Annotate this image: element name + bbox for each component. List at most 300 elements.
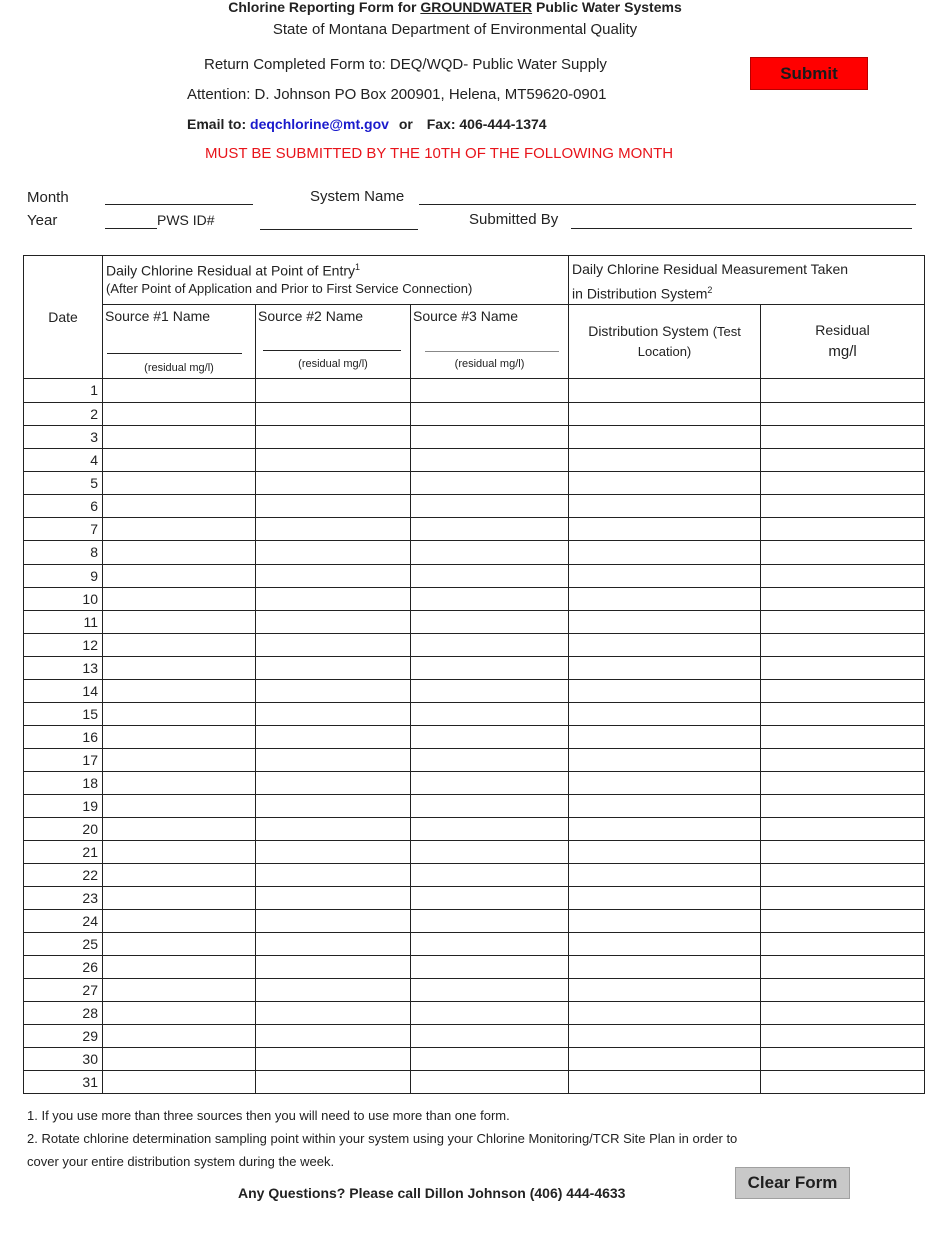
dist-test-location-cell bbox=[569, 517, 761, 540]
source-3-residual-cell bbox=[411, 725, 569, 748]
dist-residual-input[interactable] bbox=[761, 730, 924, 745]
source-1-residual-input[interactable] bbox=[103, 845, 255, 860]
dist-test-location-input[interactable] bbox=[569, 638, 760, 653]
dist-test-location-input[interactable] bbox=[569, 776, 760, 791]
source-3-residual-input[interactable] bbox=[411, 960, 568, 975]
dist-residual-input[interactable] bbox=[761, 407, 924, 422]
source-2-residual-input[interactable] bbox=[256, 615, 410, 630]
dist-residual-input[interactable] bbox=[761, 592, 924, 607]
source-1-residual-input[interactable] bbox=[103, 684, 255, 699]
day-number: 13 bbox=[24, 656, 103, 679]
source-2-residual-input[interactable] bbox=[256, 383, 410, 398]
source-2-residual-input[interactable] bbox=[256, 730, 410, 745]
dist-test-location-cell bbox=[569, 909, 761, 932]
source-3-residual-input[interactable] bbox=[411, 1075, 568, 1090]
dist-test-location-input[interactable] bbox=[569, 383, 760, 398]
source-3-residual-cell bbox=[411, 978, 569, 1001]
source-3-residual-cell bbox=[411, 471, 569, 494]
day-number: 30 bbox=[24, 1047, 103, 1070]
source-1-header: Source #1 Name (residual mg/l) bbox=[103, 304, 256, 378]
dist-residual-input[interactable] bbox=[761, 707, 924, 722]
source-2-residual-input[interactable] bbox=[256, 776, 410, 791]
dist-residual-input[interactable] bbox=[761, 822, 924, 837]
dist-test-location-input[interactable] bbox=[569, 983, 760, 998]
source-1-residual-input[interactable] bbox=[103, 937, 255, 952]
table-row bbox=[24, 978, 925, 1001]
source-3-residual-input[interactable] bbox=[411, 753, 568, 768]
dist-residual-input[interactable] bbox=[761, 753, 924, 768]
source-3-residual-input[interactable] bbox=[411, 730, 568, 745]
source-3-residual-input[interactable] bbox=[411, 407, 568, 422]
year-field[interactable] bbox=[105, 211, 161, 227]
source-1-residual-input[interactable] bbox=[103, 545, 255, 560]
system-name-label: System Name bbox=[310, 188, 405, 205]
poe-header: Daily Chlorine Residual at Point of Entry bbox=[106, 262, 356, 279]
source-3-residual-input[interactable] bbox=[411, 1052, 568, 1067]
source-3-residual-input[interactable] bbox=[411, 914, 568, 929]
source-1-residual-input[interactable] bbox=[103, 383, 255, 398]
source-2-residual-input[interactable] bbox=[256, 822, 410, 837]
source-2-residual-input[interactable] bbox=[256, 453, 410, 468]
source-2-residual-cell bbox=[256, 425, 411, 448]
dist-test-location-input[interactable] bbox=[569, 499, 760, 514]
source-2-residual-input[interactable] bbox=[256, 407, 410, 422]
dist-residual-input[interactable] bbox=[761, 845, 924, 860]
source-3-residual-input[interactable] bbox=[411, 522, 568, 537]
source-1-residual-input[interactable] bbox=[103, 1029, 255, 1044]
dist-test-location-input[interactable] bbox=[569, 799, 760, 814]
source-1-residual-cell bbox=[103, 771, 256, 794]
dist-header-cell: Daily Chlorine Residual Measurement Taken in Distribution System$^2$ bbox=[569, 256, 925, 305]
dist-residual-input[interactable] bbox=[761, 937, 924, 952]
pws-id-field-line bbox=[260, 229, 418, 230]
source-1-residual-input[interactable] bbox=[103, 1006, 255, 1021]
submitted-by-field-line bbox=[571, 228, 912, 229]
day-number: 9 bbox=[24, 564, 103, 587]
source-3-residual-input[interactable] bbox=[411, 983, 568, 998]
dist-residual-input[interactable] bbox=[761, 383, 924, 398]
dist-residual-input[interactable] bbox=[761, 453, 924, 468]
source-2-residual-cell bbox=[256, 471, 411, 494]
dist-test-location-input[interactable] bbox=[569, 661, 760, 676]
groundwater-emphasis: GROUNDWATER bbox=[420, 0, 533, 15]
source-1-residual-input[interactable] bbox=[103, 707, 255, 722]
source-1-residual-input[interactable] bbox=[103, 730, 255, 745]
source-3-residual-input[interactable] bbox=[411, 684, 568, 699]
dist-residual-input[interactable] bbox=[761, 638, 924, 653]
dist-test-location-input[interactable] bbox=[569, 684, 760, 699]
dist-residual-cell bbox=[761, 794, 925, 817]
dist-residual-input[interactable] bbox=[761, 476, 924, 491]
dist-residual-input[interactable] bbox=[761, 661, 924, 676]
dist-residual-input[interactable] bbox=[761, 1075, 924, 1090]
source-1-residual-input[interactable] bbox=[103, 407, 255, 422]
source-1-residual-cell bbox=[103, 978, 256, 1001]
dist-test-location-input[interactable] bbox=[569, 1006, 760, 1021]
table-row bbox=[24, 886, 925, 909]
dist-test-location-input[interactable] bbox=[569, 960, 760, 975]
source-2-name-field[interactable] bbox=[263, 332, 403, 350]
source-2-residual-cell bbox=[256, 725, 411, 748]
source-1-residual-cell bbox=[103, 517, 256, 540]
source-3-residual-cell bbox=[411, 378, 569, 402]
dist-test-location-input[interactable] bbox=[569, 822, 760, 837]
dist-test-location-input[interactable] bbox=[569, 937, 760, 952]
table-row bbox=[24, 517, 925, 540]
source-3-residual-input[interactable] bbox=[411, 776, 568, 791]
dist-test-location-input[interactable] bbox=[569, 592, 760, 607]
source-1-residual-input[interactable] bbox=[103, 776, 255, 791]
dist-residual-cell bbox=[761, 610, 925, 633]
dist-test-location-cell bbox=[569, 587, 761, 610]
table-row bbox=[24, 932, 925, 955]
source-1-residual-input[interactable] bbox=[103, 799, 255, 814]
submit-button[interactable]: Submit bbox=[750, 57, 868, 90]
source-2-residual-cell bbox=[256, 863, 411, 886]
clear-form-button[interactable]: Clear Form bbox=[735, 1167, 850, 1199]
email-link[interactable]: deqchlorine@mt.gov bbox=[250, 116, 389, 132]
source-2-residual-cell bbox=[256, 656, 411, 679]
source-2-residual-input[interactable] bbox=[256, 638, 410, 653]
source-2-residual-cell bbox=[256, 517, 411, 540]
source-2-residual-cell bbox=[256, 909, 411, 932]
dist-residual-input[interactable] bbox=[761, 615, 924, 630]
source-3-residual-input[interactable] bbox=[411, 822, 568, 837]
source-2-residual-cell bbox=[256, 402, 411, 425]
date-header-cell bbox=[24, 256, 103, 379]
source-3-residual-cell bbox=[411, 702, 569, 725]
dist-residual-cell bbox=[761, 1001, 925, 1024]
dist-residual-input[interactable] bbox=[761, 684, 924, 699]
chlorine-log-table bbox=[23, 255, 925, 1094]
dist-residual-cell bbox=[761, 978, 925, 1001]
source-3-residual-input[interactable] bbox=[411, 891, 568, 906]
dist-residual-input[interactable] bbox=[761, 1006, 924, 1021]
year-field-line bbox=[105, 228, 157, 229]
source-3-header: Source #3 Name (residual mg/l) bbox=[411, 304, 569, 378]
dist-test-location-input[interactable] bbox=[569, 430, 760, 445]
day-number: 12 bbox=[24, 633, 103, 656]
source-2-header: Source #2 Name (residual mg/l) bbox=[256, 304, 411, 378]
dist-test-location-input[interactable] bbox=[569, 1029, 760, 1044]
source-2-residual-input[interactable] bbox=[256, 845, 410, 860]
dist-residual-input[interactable] bbox=[761, 569, 924, 584]
source-1-residual-cell bbox=[103, 840, 256, 863]
attention-line: Attention: D. Johnson PO Box 200901, Helena, MT59620-0901 bbox=[187, 86, 607, 103]
source-2-residual-input[interactable] bbox=[256, 592, 410, 607]
source-2-residual-input[interactable] bbox=[256, 914, 410, 929]
dist-residual-input[interactable] bbox=[761, 868, 924, 883]
source-3-residual-cell bbox=[411, 748, 569, 771]
dist-residual-cell bbox=[761, 564, 925, 587]
dist-residual-input[interactable] bbox=[761, 960, 924, 975]
dist-residual-input[interactable] bbox=[761, 983, 924, 998]
dist-test-location-input[interactable] bbox=[569, 545, 760, 560]
dist-residual-cell bbox=[761, 955, 925, 978]
dist-test-location-input[interactable] bbox=[569, 615, 760, 630]
source-1-residual-cell bbox=[103, 402, 256, 425]
dist-residual-cell bbox=[761, 909, 925, 932]
source-2-residual-input[interactable] bbox=[256, 891, 410, 906]
dist-test-location-cell bbox=[569, 402, 761, 425]
source-1-residual-input[interactable] bbox=[103, 638, 255, 653]
source-1-residual-cell bbox=[103, 725, 256, 748]
source-3-residual-cell bbox=[411, 633, 569, 656]
source-3-residual-cell bbox=[411, 771, 569, 794]
source-2-residual-input[interactable] bbox=[256, 1075, 410, 1090]
table-row bbox=[24, 540, 925, 564]
day-number: 11 bbox=[24, 610, 103, 633]
day-number: 17 bbox=[24, 748, 103, 771]
source-1-residual-cell bbox=[103, 1070, 256, 1093]
dist-test-location-input[interactable] bbox=[569, 845, 760, 860]
day-number: 31 bbox=[24, 1070, 103, 1093]
dist-residual-cell bbox=[761, 402, 925, 425]
dist-test-location-input[interactable] bbox=[569, 868, 760, 883]
source-3-name-field[interactable] bbox=[425, 333, 561, 351]
dist-residual-input[interactable] bbox=[761, 522, 924, 537]
pws-id-field[interactable] bbox=[260, 212, 422, 228]
source-3-residual-cell bbox=[411, 817, 569, 840]
dist-header-line1: Daily Chlorine Residual Measurement Taken bbox=[572, 261, 849, 277]
dist-residual-cell bbox=[761, 1024, 925, 1047]
source-2-residual-input[interactable] bbox=[256, 937, 410, 952]
dist-test-location-cell bbox=[569, 817, 761, 840]
source-2-residual-cell bbox=[256, 494, 411, 517]
dist-residual-cell bbox=[761, 633, 925, 656]
source-2-residual-input[interactable] bbox=[256, 569, 410, 584]
dist-residual-cell bbox=[761, 494, 925, 517]
source-1-residual-input[interactable] bbox=[103, 499, 255, 514]
source-2-residual-cell bbox=[256, 610, 411, 633]
dist-residual-cell bbox=[761, 702, 925, 725]
dist-test-location-cell bbox=[569, 656, 761, 679]
source-1-residual-input[interactable] bbox=[103, 1075, 255, 1090]
source-3-residual-cell bbox=[411, 794, 569, 817]
dist-residual-cell bbox=[761, 679, 925, 702]
source-1-residual-input[interactable] bbox=[103, 453, 255, 468]
source-3-residual-input[interactable] bbox=[411, 430, 568, 445]
source-2-residual-cell bbox=[256, 1070, 411, 1093]
source-1-residual-input[interactable] bbox=[103, 522, 255, 537]
table-row bbox=[24, 471, 925, 494]
source-3-residual-input[interactable] bbox=[411, 383, 568, 398]
submitted-by-field[interactable] bbox=[571, 210, 916, 226]
source-3-residual-input[interactable] bbox=[411, 661, 568, 676]
source-2-residual-input[interactable] bbox=[256, 499, 410, 514]
source-3-residual-input[interactable] bbox=[411, 545, 568, 560]
source-2-residual-input[interactable] bbox=[256, 1029, 410, 1044]
source-2-residual-input[interactable] bbox=[256, 799, 410, 814]
dist-residual-input[interactable] bbox=[761, 891, 924, 906]
dist-residual-input[interactable] bbox=[761, 545, 924, 560]
source-2-residual-input[interactable] bbox=[256, 1052, 410, 1067]
dist-test-location-cell bbox=[569, 1024, 761, 1047]
dist-residual-input[interactable] bbox=[761, 914, 924, 929]
source-3-residual-input[interactable] bbox=[411, 845, 568, 860]
table-row bbox=[24, 656, 925, 679]
source-3-residual-input[interactable] bbox=[411, 1029, 568, 1044]
source-1-residual-input[interactable] bbox=[103, 960, 255, 975]
dist-test-location-input[interactable] bbox=[569, 1075, 760, 1090]
source-3-residual-input[interactable] bbox=[411, 499, 568, 514]
dist-test-location-input[interactable] bbox=[569, 522, 760, 537]
source-2-residual-input[interactable] bbox=[256, 960, 410, 975]
source-1-residual-input[interactable] bbox=[103, 868, 255, 883]
dist-residual-input[interactable] bbox=[761, 1052, 924, 1067]
source-3-residual-input[interactable] bbox=[411, 707, 568, 722]
dist-test-location-cell bbox=[569, 540, 761, 564]
system-name-field-line bbox=[419, 204, 916, 205]
source-2-residual-cell bbox=[256, 748, 411, 771]
source-1-residual-cell bbox=[103, 1024, 256, 1047]
source-1-residual-input[interactable] bbox=[103, 661, 255, 676]
source-1-residual-cell bbox=[103, 679, 256, 702]
source-1-residual-input[interactable] bbox=[103, 1052, 255, 1067]
dist-test-location-cell bbox=[569, 886, 761, 909]
source-2-residual-input[interactable] bbox=[256, 753, 410, 768]
source-2-residual-cell bbox=[256, 840, 411, 863]
month-field-line bbox=[105, 204, 253, 205]
source-2-residual-input[interactable] bbox=[256, 1006, 410, 1021]
source-2-residual-cell bbox=[256, 1001, 411, 1024]
dist-test-location-input[interactable] bbox=[569, 1052, 760, 1067]
dist-test-location-cell bbox=[569, 610, 761, 633]
source-3-residual-input[interactable] bbox=[411, 592, 568, 607]
source-1-residual-input[interactable] bbox=[103, 430, 255, 445]
source-1-residual-input[interactable] bbox=[103, 891, 255, 906]
source-3-residual-input[interactable] bbox=[411, 615, 568, 630]
source-2-residual-cell bbox=[256, 702, 411, 725]
poe-subheader: (After Point of Application and Prior to First Service Connection) bbox=[106, 280, 473, 296]
residual-header: Residual mg/l bbox=[761, 304, 925, 378]
footnote-1: 1. If you use more than three sources then you will need to use more than one form. bbox=[27, 1108, 510, 1123]
dist-test-location-input[interactable] bbox=[569, 753, 760, 768]
dist-residual-cell bbox=[761, 448, 925, 471]
source-2-residual-cell bbox=[256, 978, 411, 1001]
source-3-residual-input[interactable] bbox=[411, 1006, 568, 1021]
source-1-residual-input[interactable] bbox=[103, 615, 255, 630]
day-number: 27 bbox=[24, 978, 103, 1001]
dist-test-location-input[interactable] bbox=[569, 476, 760, 491]
dist-test-location-input[interactable] bbox=[569, 891, 760, 906]
source-3-residual-input[interactable] bbox=[411, 476, 568, 491]
dist-residual-input[interactable] bbox=[761, 776, 924, 791]
source-2-residual-input[interactable] bbox=[256, 430, 410, 445]
source-3-residual-input[interactable] bbox=[411, 638, 568, 653]
source-2-residual-input[interactable] bbox=[256, 868, 410, 883]
source-2-residual-cell bbox=[256, 886, 411, 909]
dist-residual-input[interactable] bbox=[761, 499, 924, 514]
table-row bbox=[24, 863, 925, 886]
dist-header-line2: in Distribution System bbox=[572, 285, 708, 302]
source-3-residual-input[interactable] bbox=[411, 937, 568, 952]
source-1-residual-cell bbox=[103, 633, 256, 656]
source-3-residual-input[interactable] bbox=[411, 868, 568, 883]
dist-test-location-input[interactable] bbox=[569, 569, 760, 584]
table-row bbox=[24, 425, 925, 448]
dist-test-location-input[interactable] bbox=[569, 453, 760, 468]
source-3-residual-cell bbox=[411, 955, 569, 978]
table-row bbox=[24, 378, 925, 402]
table-row bbox=[24, 748, 925, 771]
dist-test-location-input[interactable] bbox=[569, 730, 760, 745]
table-row bbox=[24, 587, 925, 610]
table-row bbox=[24, 955, 925, 978]
source-3-residual-input[interactable] bbox=[411, 799, 568, 814]
source-3-residual-cell bbox=[411, 656, 569, 679]
source-1-residual-input[interactable] bbox=[103, 983, 255, 998]
day-number: 7 bbox=[24, 517, 103, 540]
source-1-residual-input[interactable] bbox=[103, 822, 255, 837]
source-3-residual-cell bbox=[411, 610, 569, 633]
source-2-residual-input[interactable] bbox=[256, 476, 410, 491]
date-header: Date bbox=[48, 308, 78, 325]
day-number: 22 bbox=[24, 863, 103, 886]
day-number: 2 bbox=[24, 402, 103, 425]
source-2-residual-cell bbox=[256, 1024, 411, 1047]
source-1-residual-input[interactable] bbox=[103, 592, 255, 607]
source-3-residual-cell bbox=[411, 863, 569, 886]
dist-residual-input[interactable] bbox=[761, 430, 924, 445]
source-2-residual-input[interactable] bbox=[256, 707, 410, 722]
dist-test-location-input[interactable] bbox=[569, 407, 760, 422]
dist-residual-input[interactable] bbox=[761, 799, 924, 814]
source-1-residual-cell bbox=[103, 863, 256, 886]
source-1-residual-input[interactable] bbox=[103, 476, 255, 491]
source-2-residual-input[interactable] bbox=[256, 522, 410, 537]
dist-test-location-cell bbox=[569, 1001, 761, 1024]
table-row bbox=[24, 1024, 925, 1047]
source-3-residual-cell bbox=[411, 1024, 569, 1047]
source-3-residual-cell bbox=[411, 402, 569, 425]
source-3-residual-cell bbox=[411, 448, 569, 471]
source-1-residual-cell bbox=[103, 909, 256, 932]
dist-residual-input[interactable] bbox=[761, 1029, 924, 1044]
source-2-residual-input[interactable] bbox=[256, 983, 410, 998]
dist-test-location-input[interactable] bbox=[569, 914, 760, 929]
source-2-residual-cell bbox=[256, 679, 411, 702]
source-2-residual-cell bbox=[256, 378, 411, 402]
source-3-residual-input[interactable] bbox=[411, 453, 568, 468]
form-title: Chlorine Reporting Form for GROUNDWATER Public Water Systems bbox=[228, 0, 682, 15]
source-2-residual-input[interactable] bbox=[256, 661, 410, 676]
source-1-residual-cell bbox=[103, 610, 256, 633]
dist-residual-cell bbox=[761, 425, 925, 448]
source-3-residual-cell bbox=[411, 425, 569, 448]
source-1-residual-cell bbox=[103, 494, 256, 517]
source-1-name-field[interactable] bbox=[107, 335, 244, 353]
source-1-residual-input[interactable] bbox=[103, 753, 255, 768]
dist-test-location-cell bbox=[569, 978, 761, 1001]
dist-test-location-input[interactable] bbox=[569, 707, 760, 722]
source-1-residual-input[interactable] bbox=[103, 569, 255, 584]
poe-header-cell: Daily Chlorine Residual at Point of Entry$^1$ (After Point of Application and Prior to First Service Connection) bbox=[103, 256, 569, 305]
source-2-residual-cell bbox=[256, 587, 411, 610]
day-number: 25 bbox=[24, 932, 103, 955]
source-2-residual-input[interactable] bbox=[256, 545, 410, 560]
system-name-field[interactable] bbox=[419, 187, 920, 203]
pws-id-label: PWS ID# bbox=[157, 212, 215, 228]
dist-residual-cell bbox=[761, 771, 925, 794]
month-field[interactable] bbox=[105, 187, 257, 203]
dist-test-location-cell bbox=[569, 448, 761, 471]
source-1-residual-input[interactable] bbox=[103, 914, 255, 929]
source-2-residual-input[interactable] bbox=[256, 684, 410, 699]
dist-system-header: Distribution System (Test Location) bbox=[569, 304, 761, 378]
dist-test-location-cell bbox=[569, 471, 761, 494]
source-3-residual-input[interactable] bbox=[411, 569, 568, 584]
